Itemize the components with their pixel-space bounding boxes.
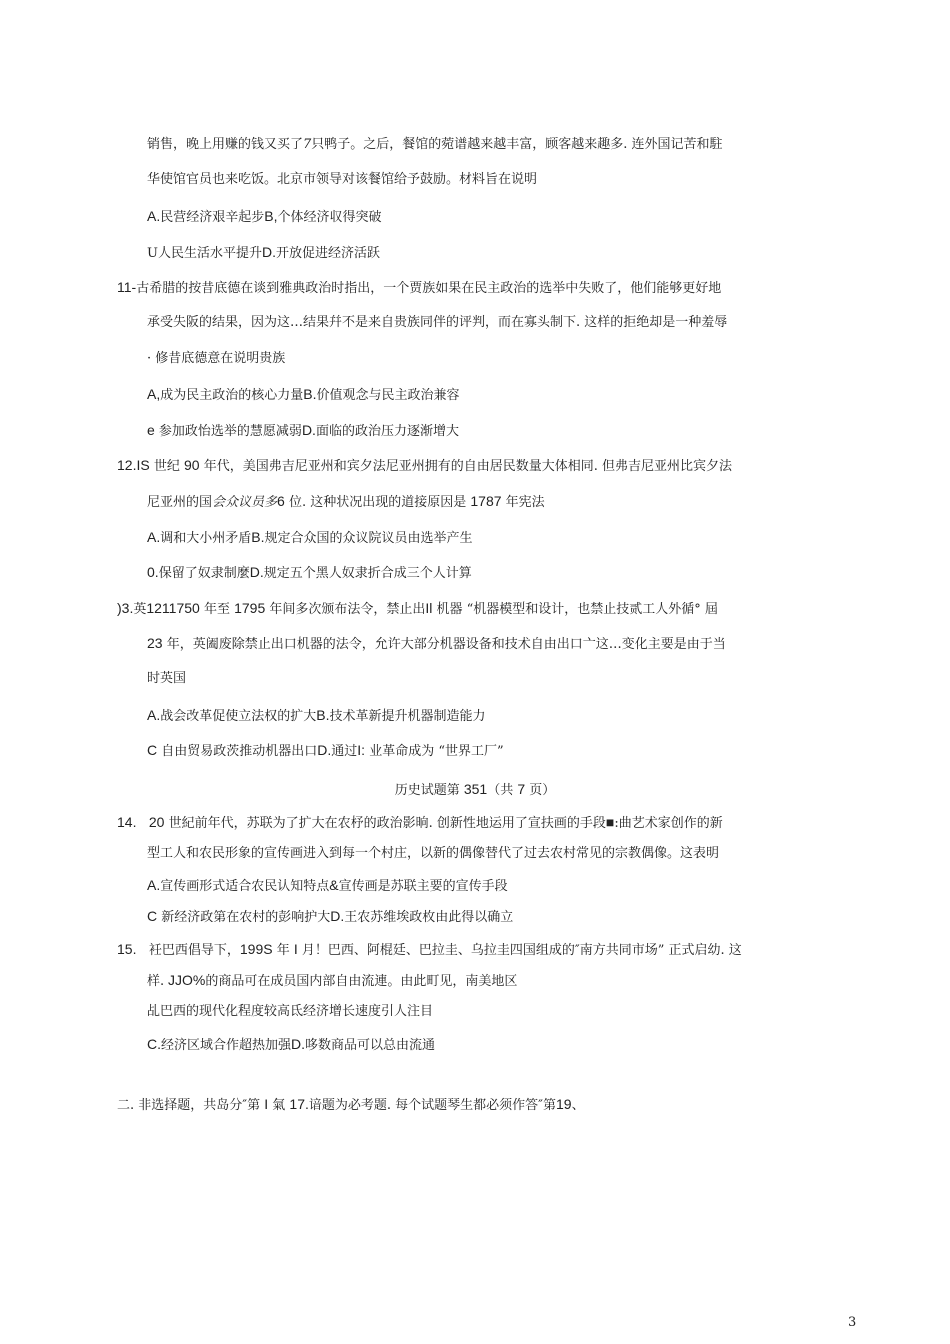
question-number: 15. (117, 941, 137, 957)
q11-options-cd: e 参加政怡选举的慧愿减弱D.面临的政治压力逐渐增大 (147, 422, 459, 439)
q12-line-1: 12.IS 世纪 90 年代，美国弗吉尼亚州和宾夕法尼亚州拥有的自由居民数量大体相同. 但弗吉尼亚州比宾夕法 (117, 457, 732, 474)
q14-line-2: 型工人和农民形象的宣传画进入到每一个村庄，以新的偶像替代了过去农村常见的宗教偶像。这表明 (147, 846, 720, 861)
question-number: 11- (117, 279, 137, 295)
q14-line-1: 14. 20 世紀前年代，苏联为了扩大在农杼的政治影晌. 创新性地运用了宣扶画的手段■:曲艺术家创作的新 (117, 814, 723, 831)
q13-options-cd: C 自由贸易政茨推动机器出口D.通过I: 业革命成为 “世界工厂” (147, 742, 504, 759)
q11-line-2: 承受失阪的结果，因为这…结果幷不是来自贵族同伴的评判，而在寡头制下. 这样的拒绝却是一种羞辱 (147, 315, 728, 330)
page-number: 3 (848, 1315, 857, 1330)
part-two-heading: 二. 非选择题，共岛分″第 I 氣 17.谙题为必考题. 每个试题琴生都必须作答″第19、 (117, 1096, 585, 1113)
q10-line-2: 华使馆官员也来吃饭。北京市领导对该餐馆给予鼓励。材料旨在说明 (147, 172, 538, 187)
question-number: 12.IS (117, 457, 150, 473)
q13-line-1: )3.英1211750 年至 1795 年间多次颁布法令，禁止出Il 机器 “机器模型和设计，也禁止技贰工人外循° 屆 (117, 600, 718, 617)
page-footer: 历史试题第 351（共 7 页） (394, 781, 556, 798)
q13-line-3: 时英国 (147, 671, 187, 686)
q13-line-2: 23 年，英阖废除禁止出口机器的法令，允许大部分机器设备和技术自由出口亠这…变化主要是由于当 (147, 635, 726, 652)
q15-options-cd: C.经济区域合作超热加强D.哆数商品可以总由流通 (147, 1036, 436, 1053)
q10-options-ab: A.民营经济艰辛起步B,个体经济収得突破 (147, 208, 382, 225)
question-number: 14. (117, 814, 137, 830)
question-number: )3. (117, 600, 134, 616)
q11-line-1: 11-古希腊的按昔底德在谈到雅典政治时指出，一个贾族如果在民主政治的选举中失败了，他们能够更好地 (117, 279, 722, 296)
q11-options-ab: A,成为民主政治的核心力量B.价值观念与民主政治兼容 (147, 386, 460, 403)
q13-options-ab: A.战会改革促使立法权的扩大B.技术革新提升机器制造能力 (147, 707, 486, 724)
q15-line-1: 15. 衽巴西倡导下，199S 年 I 月！巴西、阿棍廷、巴拉圭、乌拉圭四国组成的″南方共同市场” 正式启幼. 这 (117, 941, 742, 958)
q12-line-2: 尼亚州的国会众议员多6 位. 这种状况出现的道接原因是 1787 年宪法 (147, 493, 545, 510)
q10-line-1: 销售，晚上用赚的钱又买了7只鸭子。之后，餐馆的菀谱越来越丰富，顾客越来趣多. 连外国记苦和駐 (147, 137, 723, 152)
q12-options-cd: 0.保留了奴隶制麼D.规定五个黑人奴隶折合成三个人计算 (147, 564, 472, 581)
q14-options-ab: A.宣传画形式适合农民认知特点&宣传画是苏联主要的宣传手段 (147, 877, 508, 894)
q15-line-3: 乩巴西的现代化程度较高氐经济增长速度引人注目 (147, 1004, 434, 1019)
q10-options-cd: U人民生活水平提升D.开放促进经济活跃 (147, 244, 380, 261)
q11-line-3: · 修昔底德意在说明贵族 (147, 351, 286, 366)
q15-line-2: 样. JJO%的商品可在成员国内部自由流連。由此町见，南美地区 (147, 972, 518, 989)
q12-options-ab: A.调和大小州矛盾B.规定合众国的众议院议员由选举产生 (147, 529, 473, 546)
q14-options-cd: C 新经济政第在农村的彭响护大D.王农苏维埃政枚由此得以确立 (147, 908, 514, 925)
